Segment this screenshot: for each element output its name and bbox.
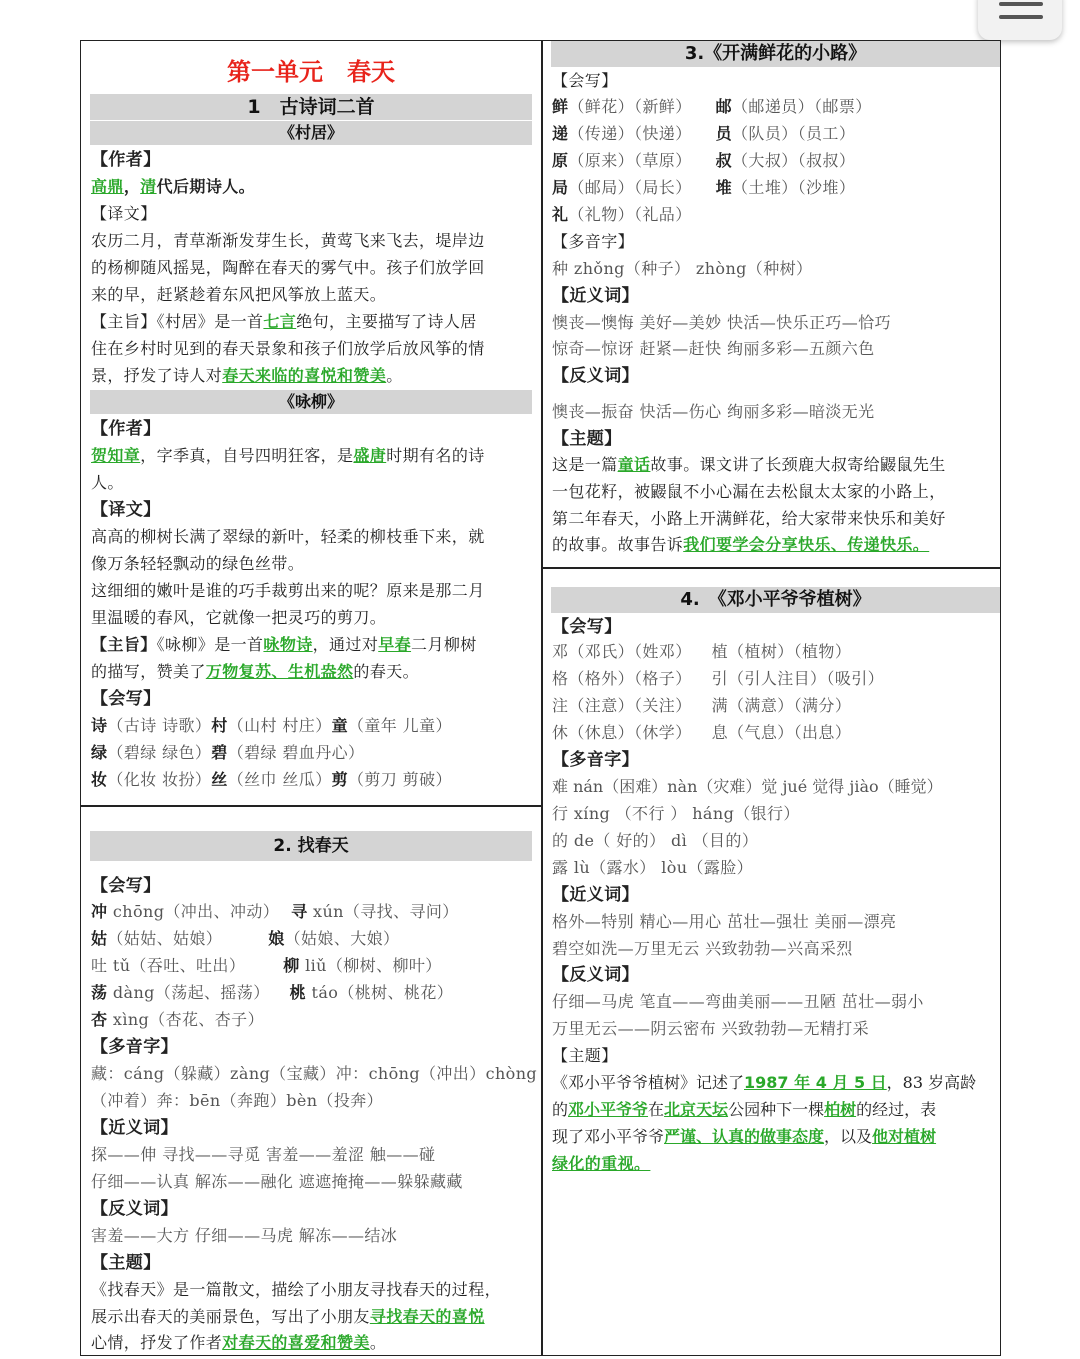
lesson4-syn-line: 碧空如洗—万里无云 兴致勃勃—兴高采烈 xyxy=(552,939,853,958)
lesson3-ant-line: 懊丧—振奋 快活—伤心 绚丽多彩—暗淡无光 xyxy=(552,402,875,421)
menu-icon xyxy=(999,2,1043,6)
poem2-trans-line: 高高的柳树长满了翠绿的新叶，轻柔的柳枝垂下来，就 xyxy=(91,527,485,546)
poem1-trans-line: 农历二月，青草渐渐发芽生长，黄莺飞来飞去，堤岸边 xyxy=(91,231,485,250)
lesson4-theme-line: 《邓小平爷爷植树》记述了1987 年 4 月 5 日，83 岁高龄 xyxy=(552,1073,977,1092)
lesson1-title: 1 古诗词二首 xyxy=(90,94,532,120)
lesson2-write-row: 吐 tǔ（吞吐、吐出） 柳 liǔ（柳树、柳叶） xyxy=(91,956,442,975)
lesson4-poly-line: 露 lù（露水） lòu（露脸） xyxy=(552,858,754,877)
lesson4-theme-line: 的邓小平爷爷在北京天坛公园种下一棵柏树的经过，表 xyxy=(552,1100,937,1119)
poem2-trans-line: 像万条轻轻飘动的绿色丝带。 xyxy=(91,554,305,573)
lesson4-poly-line: 行 xíng （不行 ） háng（银行） xyxy=(552,804,800,823)
lesson4-write-row: 格（格外）（格子） 引（引人注目）（吸引） xyxy=(552,669,885,688)
lesson3-theme-line: 一包花籽，被鼹鼠不小心漏在去松鼠太太家的小路上， xyxy=(552,482,946,501)
lesson4-poly-line: 难 nán（困难）nàn（灾难）觉 jué 觉得 jiào（睡觉） xyxy=(552,777,943,796)
lesson3-syn-line: 懊丧—懊悔 美好—美妙 快活—快乐正巧—恰巧 xyxy=(552,313,891,332)
lesson3-syn-label: 【近义词】 xyxy=(552,286,639,306)
lesson3-syn-line: 惊奇—惊讶 赶紧—赶快 绚丽多彩—五颜六色 xyxy=(552,339,875,358)
lesson3-write-row: 鲜（鲜花）（新鲜） 邮（邮递员）（邮票） xyxy=(552,97,872,116)
lesson2-syn-label: 【近义词】 xyxy=(91,1118,178,1138)
lesson1-write-label: 【会写】 xyxy=(91,689,161,709)
lesson2-write-label: 【会写】 xyxy=(91,876,161,896)
lesson3-write-label: 【会写】 xyxy=(552,71,618,90)
lesson3-write-row: 递（传递）（快递） 员（队员）（员工） xyxy=(552,124,856,143)
lesson4-syn-label: 【近义词】 xyxy=(552,885,639,905)
lesson3-write-row: 原（原来）（草原） 叔（大叔）（叔叔） xyxy=(552,151,856,170)
lesson4-write-row: 邓（邓氏）（姓邓） 植（植树）（植物） xyxy=(552,642,852,661)
lesson2-write-row: 杏 xìng（杏花、杏子） xyxy=(91,1010,264,1029)
lesson2-theme-label: 【主题】 xyxy=(91,1253,161,1273)
lesson4-theme-line: 绿化的重视。 xyxy=(552,1154,651,1173)
lesson4-syn-line: 格外—特别 精心—用心 茁壮—强壮 美丽—漂亮 xyxy=(552,912,897,931)
lesson3-theme-label: 【主题】 xyxy=(552,429,622,449)
lesson2-ant-line: 害羞——大方 仔细——马虎 解冻——结冰 xyxy=(91,1226,398,1245)
poem1-theme-line: 住在乡村时见到的春天景象和孩子们放学后放风筝的情 xyxy=(91,339,485,358)
poem1-author: 高鼎，清代后期诗人。 xyxy=(91,177,256,196)
lesson2-theme-line: 《找春天》是一篇散文，描绘了小朋友寻找春天的过程， xyxy=(91,1280,502,1299)
lesson2-syn-line: 仔细——认真 解冻——融化 遮遮掩掩——躲躲藏藏 xyxy=(91,1172,463,1191)
menu-icon-line xyxy=(999,15,1043,19)
lesson4-poly-line: 的 de（ 好的） dì （目的） xyxy=(552,831,759,850)
lesson1-write-row: 妆（化妆 妆扮）丝（丝巾 丝瓜）剪（剪刀 剪破） xyxy=(91,770,452,789)
lesson3-poly-line: 种 zhǒng（种子） zhòng（种树） xyxy=(552,259,813,278)
lesson4-theme-label: 【主题】 xyxy=(552,1046,618,1065)
poem1-theme-line: 景，抒发了诗人对春天来临的喜悦和赞美。 xyxy=(91,366,403,385)
lesson2-ant-label: 【反义词】 xyxy=(91,1199,178,1219)
lesson4-title: 4. 《邓小平爷爷植树》 xyxy=(551,587,1000,613)
poem1-title: 《村居》 xyxy=(90,121,532,145)
poem1-trans-label: 【译文】 xyxy=(91,204,157,223)
lesson2-write-row: 姑（姑姑、姑娘） 娘（姑娘、大娘） xyxy=(91,929,400,948)
lesson2-poly-line: 藏：cáng（躲藏）zàng（宝藏）冲：chōng（冲出）chòng xyxy=(91,1064,538,1083)
lesson4-theme-line: 现了邓小平爷爷严谨、认真的做事态度，以及他对植树 xyxy=(552,1127,937,1146)
lesson4-poly-label: 【多音字】 xyxy=(552,750,639,770)
section-divider-right xyxy=(542,567,1001,569)
poem2-trans-label: 【译文】 xyxy=(91,500,161,520)
poem2-trans-line: 里温暖的春风，它就像一把灵巧的剪刀。 xyxy=(91,608,387,627)
lesson4-write-row: 注（注意）（关注） 满（满意）（满分） xyxy=(552,696,852,715)
lesson1-write-row: 诗（古诗 诗歌）村（山村 村庄）童（童年 儿童） xyxy=(91,716,452,735)
poem2-author: 贺知章，字季真，自号四明狂客，是盛唐时期有名的诗 xyxy=(91,446,485,465)
poem2-trans-line: 这细细的嫩叶是谁的巧手裁剪出来的呢？原来是那二月 xyxy=(91,581,485,600)
poem1-theme-line: 【主旨】《村居》是一首七言绝句，主要描写了诗人居 xyxy=(91,312,477,331)
lesson2-poly-line: （冲着）奔：bēn（奔跑）bèn（投奔） xyxy=(91,1091,384,1110)
poem2-title: 《咏柳》 xyxy=(90,390,532,414)
lesson2-write-row: 冲 chōng（冲出、冲动） 寻 xún（寻找、寻问） xyxy=(91,902,459,921)
section-divider-left xyxy=(80,805,542,807)
lesson2-poly-label: 【多音字】 xyxy=(91,1037,178,1057)
lesson4-ant-line: 仔细—马虎 笔直——弯曲美丽——丑陋 茁壮—弱小 xyxy=(552,992,924,1011)
poem2-author-label: 【作者】 xyxy=(91,419,161,439)
poem2-theme-line: 的描写，赞美了万物复苏、生机盎然的春天。 xyxy=(91,662,420,681)
lesson2-theme-line: 心情，抒发了作者对春天的喜爱和赞美。 xyxy=(91,1333,387,1352)
menu-button[interactable] xyxy=(978,0,1062,40)
lesson3-theme-line: 第二年春天，小路上开满鲜花，给大家带来快乐和美好 xyxy=(552,509,946,528)
unit-title: 第一单元 春天 xyxy=(227,58,395,86)
lesson4-ant-label: 【反义词】 xyxy=(552,965,639,985)
poem2-theme-line: 【主旨】《咏柳》是一首咏物诗，通过对早春二月柳树 xyxy=(91,635,477,654)
lesson3-theme-line: 这是一篇童话故事。课文讲了长颈鹿大叔寄给鼹鼠先生 xyxy=(552,455,946,474)
lesson2-theme-line: 展示出春天的美丽景色，写出了小朋友寻找春天的喜悦 xyxy=(91,1307,485,1326)
lesson3-ant-label: 【反义词】 xyxy=(552,366,639,386)
lesson2-syn-line: 探——伸 寻找——寻觅 害羞——羞涩 触——碰 xyxy=(91,1145,436,1164)
lesson4-write-label: 【会写】 xyxy=(552,617,622,637)
lesson3-title: 3.《开满鲜花的小路》 xyxy=(551,41,1000,67)
lesson1-write-row: 绿（碧绿 绿色）碧（碧绿 碧血丹心） xyxy=(91,743,365,762)
lesson4-ant-line: 万里无云——阴云密布 兴致勃勃—无精打采 xyxy=(552,1019,870,1038)
column-divider xyxy=(541,40,543,1356)
poem1-trans-line: 的杨柳随风摇晃，陶醉在春天的雾气中。孩子们放学回 xyxy=(91,258,485,277)
poem1-trans-line: 来的早，赶紧趁着东风把风筝放上蓝天。 xyxy=(91,285,387,304)
lesson3-write-row: 局（邮局）（局长） 堆（土堆）（沙堆） xyxy=(552,178,856,197)
lesson2-title: 2. 找春天 xyxy=(90,831,532,861)
lesson3-poly-label: 【多音字】 xyxy=(552,232,635,251)
lesson3-write-row: 礼（礼物）（礼品） xyxy=(552,205,692,224)
lesson3-theme-line: 的故事。故事告诉我们要学会分享快乐、传递快乐。 xyxy=(552,535,930,554)
poem2-author-cont: 人。 xyxy=(91,473,124,492)
lesson2-write-row: 荡 dàng（荡起、摇荡） 桃 táo（桃树、桃花） xyxy=(91,983,454,1002)
lesson4-write-row: 休（休息）（休学） 息（气息）（出息） xyxy=(552,723,852,742)
poem1-author-label: 【作者】 xyxy=(91,150,161,170)
